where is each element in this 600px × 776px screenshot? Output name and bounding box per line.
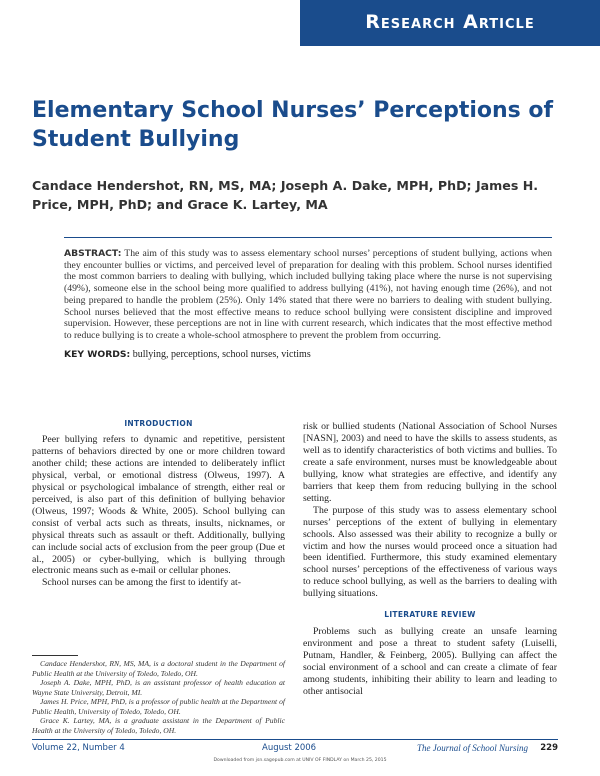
introduction-heading: INTRODUCTION [124, 419, 193, 428]
abstract [64, 248, 552, 342]
abstract-box [64, 237, 552, 360]
footer-volume: Volume 22, Number 4 [32, 743, 125, 753]
footer-date: August 2006 [262, 743, 317, 753]
page-footer [32, 743, 558, 757]
intro-paragraph-3: risk or bullied students (National Association of School Nurses [NASN], 2003) and need to have the skills to assess students, as well as to identify characteristics of both victims and bullies. To create a safe environment, nurses must be knowledgeable about bullying, know what strategies are effective, and identify any barriers that keep them from reducing bullying in the school setting. [303, 421, 557, 504]
literature-paragraph-1: Problems such as bullying create an unsafe learning environment and pose a threat to student safety (Luiselli, Putnam, Handler, & Feinberg, 2005). Bullying can affect the social environment of a school and can create a climate of fear among students, inhibiting their ability to learn and leading to other antisocial [303, 626, 557, 698]
intro-paragraph-1: Peer bullying refers to dynamic and repetitive, persistent patterns of behaviors directed by one or more children toward another child; these actions are intended to deliberately inflict physical, verbal, or emotional distress (Olweus, 1997). A physical or psychological imbalance of strength, either real or perceived, is also part of this definition of bullying behavior (Olweus, 1997; Woods & White, 2005). School bullying can consist of verbal acts such as threats, insults, nicknames, or physical threats such as assault or theft. Additionally, bullying can include social acts of exclusion from the peer group (Due et al., 2005) or cyber-bullying, which is bullying through electronic means such as e-mail or cellular phones. [32, 434, 285, 577]
page-number: 229 [540, 743, 558, 753]
author-footnotes [32, 659, 285, 735]
left-column [32, 418, 285, 589]
right-column [303, 421, 557, 698]
article-title: Elementary School Nurses’ Perceptions of Student Bullying [32, 98, 554, 152]
footnote: Grace K. Lartey, MA, is a graduate assistant in the Department of Public Health at the University of Toledo, Toledo, OH. [32, 716, 285, 735]
keywords [64, 349, 552, 360]
section-banner: Research Article [300, 0, 600, 46]
footnote: Joseph A. Dake, MPH, PhD, is an assistant professor of health education at Wayne State University, Detroit, MI. [32, 678, 285, 697]
keywords-label: KEY WORDS: [64, 348, 131, 360]
author-list: Candace Hendershot, RN, MS, MA; Joseph A. Dake, MPH, PhD; James H. Price, MPH, PhD; and Grace K. Lartey, MA [32, 178, 539, 212]
abstract-label: ABSTRACT: [64, 248, 122, 259]
intro-paragraph-2: School nurses can be among the first to identify at- [42, 577, 242, 589]
footnote-divider [32, 655, 78, 656]
download-note: Downloaded from jsn.sagepub.com at UNIV OF FINDLAY on March 25, 2015 [213, 758, 387, 763]
keywords-list: bullying, perceptions, school nurses, victims [132, 348, 311, 360]
footer-journal: The Journal of School Nursing [416, 743, 528, 753]
footnote: Candace Hendershot, RN, MS, MA, is a doctoral student in the Department of Public Health at the University of Toledo, Toledo, OH. [32, 659, 285, 678]
footnote: James H. Price, MPH, PhD, is a professor of public health at the Department of Public Health, University of Toledo, Toledo, OH. [32, 697, 285, 716]
abstract-body: The aim of this study was to assess elementary school nurses’ perceptions of student bullying, actions when they encounter bullies or victims, and perceived level of preparation for dealing with this problem. School nurses identified the most common barriers to dealing with bullying, which included bullying taking place where the nurse is not supervising (49%), someone else in the school being more qualified to address bullying (41%), not having enough time (26%), and not being prepared to handle the problem (25%). Only 14% stated that there were no barriers to dealing with student bullying. School nurses believed that the most effective means to reduce school bullying were consistent discipline and improved supervision. However, these perceptions are not in line with current research, which indicates that the most effective method to reduce bullying is to create a whole-school atmosphere to prevent the problem from occurring. [64, 248, 553, 341]
literature-review-heading: LITERATURE REVIEW [384, 610, 476, 620]
intro-paragraph-4: The purpose of this study was to assess elementary school nurses’ perceptions of the extent of bullying in elementary schools. Also assessed was their ability to recognize a bully or victim and how the nurses would proceed once a situation had been identified. Furthermore, this study examined elementary school nurses’ perceptions of the effectiveness of various ways to reduce school bullying, as well as the barriers to dealing with bullying situations. [303, 504, 557, 600]
footer-divider [32, 739, 558, 740]
